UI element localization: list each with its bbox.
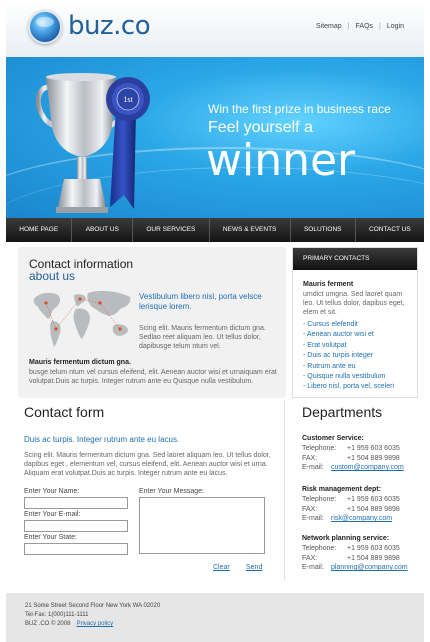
nav-contact[interactable]: CONTACT US bbox=[369, 226, 411, 233]
contact-form-text: Scing elit. Mauris fermentum dictum gna. Sed laoret aliquam leo. Ut tellus dolor, dapibus eget , elementum vel, cursus eleifend, elit. Aenean auctor wisi et urna. Aliquam erat volutpat.Duis ac turpis. Integer rutrum ante eu lacus. bbox=[24, 452, 271, 477]
primary-contact-link[interactable]: - Aenean auctor wisi et bbox=[303, 331, 374, 339]
footer-address: 21 Some Street Second Floor New York WA 02020 bbox=[25, 603, 161, 609]
primary-contact-text: umdict umgna. Sed laoret quam leo. Ut tellus dolor, dapibus eget, elem et sit. bbox=[303, 291, 405, 316]
department-email-link[interactable]: custom@company.com bbox=[331, 464, 404, 472]
department-email-link[interactable]: planning@company.com bbox=[331, 564, 408, 572]
department-block bbox=[302, 485, 414, 524]
footer-copyright-row bbox=[25, 621, 113, 627]
separator: | bbox=[347, 23, 350, 30]
primary-contact-link[interactable]: - Quisque nulla vestibulum bbox=[303, 373, 386, 381]
message-label: Enter Your Message: bbox=[139, 488, 204, 495]
top-links bbox=[310, 23, 410, 30]
banner-tagline: Win the first prize in business race bbox=[208, 102, 391, 116]
faqs-link[interactable]: FAQs bbox=[355, 23, 374, 30]
trophy-icon bbox=[36, 67, 156, 217]
primary-contacts-list bbox=[303, 320, 394, 393]
contact-info-title: Contact information bbox=[29, 257, 134, 271]
departments-title: Departments bbox=[302, 404, 383, 420]
login-link[interactable]: Login bbox=[386, 23, 404, 30]
department-telephone: Telephone: +1 959 603 6035 bbox=[302, 496, 400, 503]
department-name: Risk management dept: bbox=[302, 486, 381, 493]
privacy-policy-link[interactable]: Privacy policy bbox=[76, 621, 114, 627]
primary-contact-name: Mauris ferment bbox=[303, 281, 354, 288]
hero-banner bbox=[6, 57, 424, 218]
department-fax: FAX: +1 504 889 9898 bbox=[302, 554, 400, 562]
banner-headline: winner bbox=[206, 135, 356, 186]
department-telephone: Telephone: +1 959 603 6035 bbox=[302, 545, 400, 552]
department-fax: FAX: +1 504 889 9898 bbox=[302, 505, 400, 513]
state-label: Enter Your State: bbox=[24, 534, 77, 541]
footer bbox=[6, 593, 424, 642]
footer-copyright: BUZ .CO © 2008 bbox=[25, 621, 71, 627]
banner-subtitle: Feel yourself a bbox=[208, 119, 313, 136]
page bbox=[6, 0, 424, 642]
primary-contact-link[interactable]: - Rutrum ante eu bbox=[303, 362, 356, 370]
nav-home[interactable]: HOME PAGE bbox=[6, 218, 72, 242]
nav-solutions[interactable]: SOLUTIONS bbox=[291, 218, 356, 242]
department-email-link[interactable]: risk@company.com bbox=[331, 515, 393, 523]
primary-contact-link[interactable]: - Cursus elefendit bbox=[303, 321, 358, 328]
column-divider bbox=[284, 400, 285, 580]
department-name: Network planning service: bbox=[302, 535, 390, 542]
logo-text[interactable]: buz.co bbox=[68, 11, 151, 41]
department-block bbox=[302, 434, 414, 473]
department-email: E-mail: planning@company.com bbox=[302, 564, 408, 572]
contact-info-text: Scing elit. Mauris fermentum dictum gna. Sedlao reet aliquam leo. Ut tellus dolor, dapibusge telum ntum vel. bbox=[139, 325, 266, 350]
contact-form-lead: Duis ac turpis. Integer rutrum ante eu lacus. bbox=[24, 435, 180, 444]
globe-logo-icon[interactable] bbox=[28, 10, 62, 44]
header bbox=[6, 0, 424, 57]
main-nav bbox=[6, 218, 424, 242]
primary-contact-link[interactable]: - Libero nisl, porta vel, sceleri bbox=[303, 383, 395, 391]
department-name: Customer Service: bbox=[302, 435, 364, 442]
state-input[interactable] bbox=[24, 543, 128, 555]
contact-info-subtitle: about us bbox=[29, 269, 76, 283]
primary-contacts-panel bbox=[292, 247, 418, 398]
contact-info-subheading: Mauris fermentum dictum gna. bbox=[29, 359, 131, 366]
ribbon-label: 1st bbox=[123, 95, 133, 104]
name-input[interactable] bbox=[24, 497, 128, 509]
separator: | bbox=[379, 23, 381, 30]
department-email: E-mail: custom@company.com bbox=[302, 464, 404, 472]
department-fax: FAX: +1 504 889 9898 bbox=[302, 454, 400, 462]
nav-services[interactable]: OUR SERVICES bbox=[133, 218, 210, 242]
department-email: E-mail: risk@company.com bbox=[302, 515, 393, 523]
nav-news[interactable]: NEWS & EVENTS bbox=[210, 218, 291, 242]
contact-form-title: Contact form bbox=[24, 404, 105, 420]
message-textarea[interactable] bbox=[139, 497, 265, 554]
email-input[interactable] bbox=[24, 520, 128, 532]
world-map-icon bbox=[30, 285, 136, 350]
nav-about[interactable]: ABOUT US bbox=[72, 218, 133, 242]
primary-contact-link[interactable]: - Erat volutpat bbox=[303, 341, 347, 349]
name-label: Enter Your Name: bbox=[24, 488, 80, 495]
primary-contacts-heading: PRIMARY CONTACTS bbox=[293, 248, 417, 270]
sitemap-link[interactable]: Sitemap bbox=[316, 23, 342, 30]
clear-button[interactable]: Clear bbox=[213, 564, 230, 571]
department-block bbox=[302, 534, 414, 573]
contact-info-highlight: Vestibulum libero nisl, porta velsce lerisque lorem. bbox=[139, 292, 262, 311]
contact-info-panel bbox=[18, 247, 286, 398]
primary-contact-link[interactable]: - Duis ac turpis integer bbox=[303, 352, 374, 360]
footer-telfax: Tel-Fax: 1(000)111-1111 bbox=[25, 612, 89, 618]
contact-info-body: busge telum ntum vel cursus eleifend, elit. Aenean auctor wisi et urnaiquam erat volutpat.Duis ac turpis. Integer rutrum ante eu Quisque nulla vestibulum. bbox=[29, 369, 277, 385]
email-label: Enter Your E-mail: bbox=[24, 511, 81, 518]
department-telephone: Telephone: +1 959 603 6035 bbox=[302, 445, 400, 452]
send-button[interactable]: Send bbox=[246, 564, 263, 571]
